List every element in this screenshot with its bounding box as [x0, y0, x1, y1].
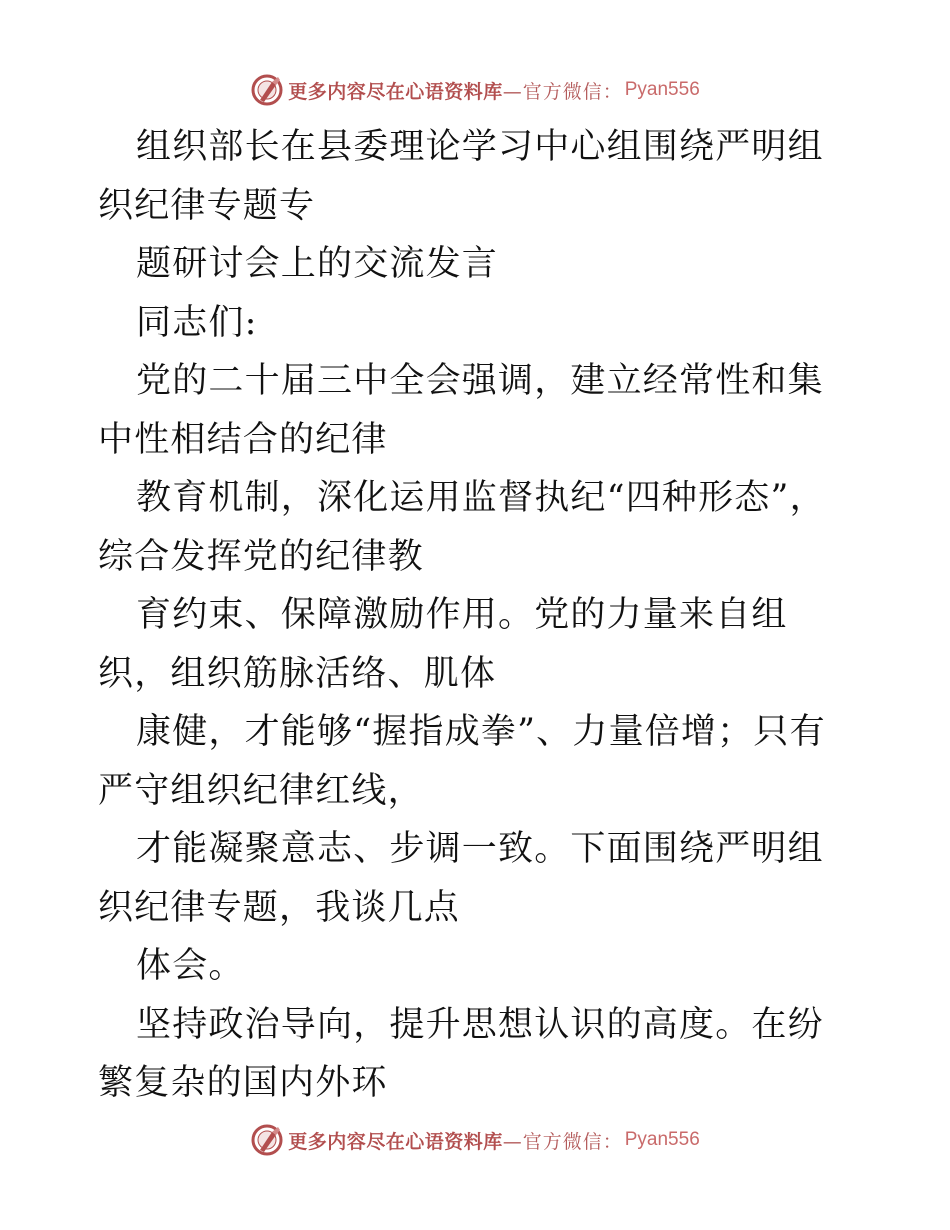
pen-nib-seal-icon [250, 1123, 284, 1157]
footer-watermark [0, 1120, 950, 1160]
watermark-wechat-id: Pyan556 [624, 79, 700, 100]
watermark-main-text: 更多内容尽在心语资料库 [288, 1130, 503, 1153]
doc-paragraph-line: 体会。 [136, 946, 245, 986]
header-watermark [0, 70, 950, 110]
doc-paragraph-line: 坚持政治导向，提升思想认识的高度。在纷繁复杂的国内外环 [98, 1004, 824, 1103]
watermark-wechat-id: Pyan556 [624, 1129, 700, 1150]
doc-paragraph-line: 才能凝聚意志、步调一致。下面围绕严明组织纪律专题，我谈几点 [98, 829, 824, 928]
doc-paragraph-line: 育约束、保障激励作用。党的力量来自组织，组织筋脉活络、肌体 [98, 595, 788, 694]
document-body [98, 118, 858, 1113]
pen-nib-seal-icon [250, 73, 284, 107]
doc-salutation: 同志们: [136, 302, 258, 343]
doc-paragraph-line: 康健，才能够“握指成拳”、力量倍增；只有严守组织纪律红线， [98, 712, 826, 811]
doc-title-line-1: 组织部长在县委理论学习中心组围绕严明组织纪律专题专 [98, 127, 824, 226]
watermark-main-text: 更多内容尽在心语资料库 [288, 80, 503, 103]
watermark-official-text: —官方微信： [502, 1130, 623, 1153]
doc-paragraph-line: 教育机制，深化运用监督执纪“四种形态”，综合发挥党的纪律教 [98, 478, 826, 577]
doc-paragraph-line: 党的二十届三中全会强调，建立经常性和集中性相结合的纪律 [98, 361, 824, 460]
watermark-official-text: —官方微信： [502, 80, 623, 103]
doc-title-line-2: 题研讨会上的交流发言 [136, 244, 499, 284]
